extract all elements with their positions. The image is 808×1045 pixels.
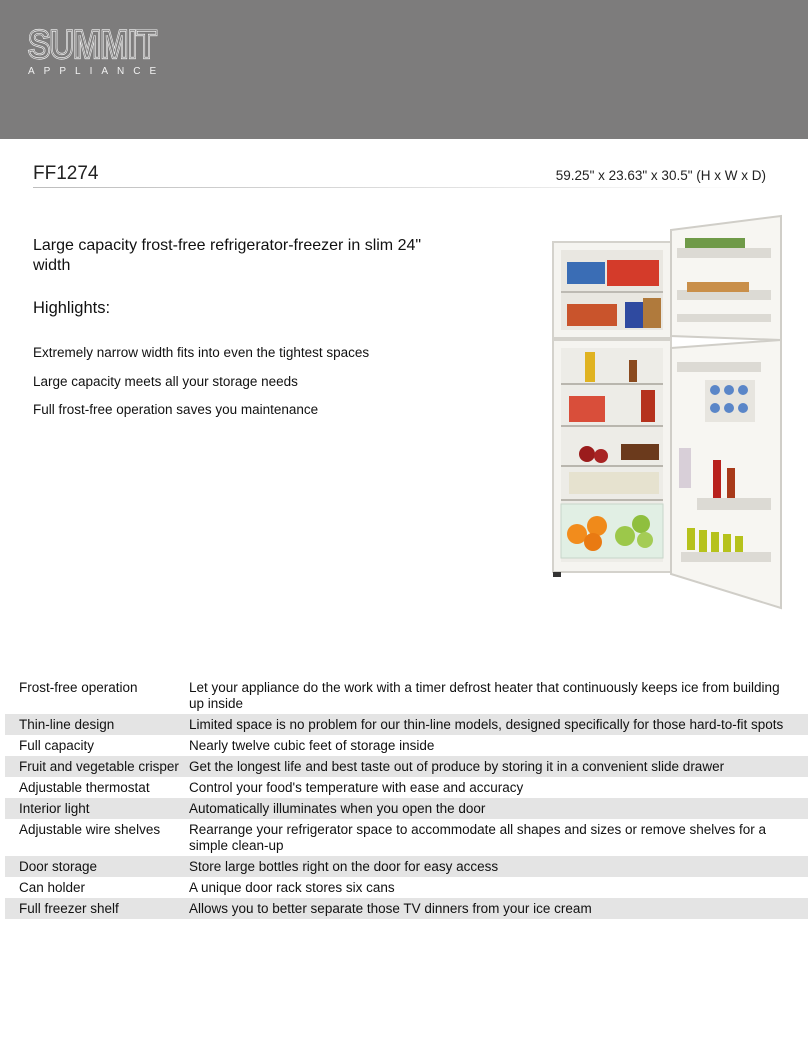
feature-row — [5, 819, 808, 856]
feature-description: Control your food's temperature with ease and accuracy — [189, 780, 524, 795]
features-table — [5, 677, 808, 919]
feature-row — [5, 735, 808, 756]
highlights-title: Highlights: — [33, 299, 111, 317]
feature-row — [5, 877, 808, 898]
dimensions: 59.25" x 23.63" x 30.5" (H x W x D) — [555, 168, 766, 183]
feature-description: Rearrange your refrigerator space to accommodate all shapes and sizes or remove shelves for a simple clean-up — [189, 822, 767, 853]
model-number: FF1274 — [33, 163, 99, 184]
feature-row — [5, 856, 808, 877]
feature-name: Can holder — [19, 880, 86, 895]
feature-row — [5, 714, 808, 735]
feature-name: Door storage — [19, 859, 98, 874]
feature-description: Let your appliance do the work with a timer defrost heater that continuously keeps ice from building up inside — [189, 680, 780, 711]
brand-subtitle: APPLIANCE — [28, 66, 166, 77]
feature-row — [5, 898, 808, 919]
feature-name: Fruit and vegetable crisper — [19, 759, 179, 774]
feature-description: Nearly twelve cubic feet of storage inside — [189, 738, 435, 753]
feature-description: Automatically illuminates when you open the door — [189, 801, 486, 816]
feature-description: A unique door rack stores six cans — [189, 880, 395, 895]
feature-row — [5, 756, 808, 777]
feature-name: Adjustable wire shelves — [19, 822, 161, 837]
highlight-item: Full frost-free operation saves you maintenance — [33, 402, 319, 417]
svg-text:SUMMIT: SUMMIT — [28, 23, 157, 64]
header-band — [0, 0, 808, 139]
highlights-list — [33, 344, 369, 430]
svg-text:SUMMIT: SUMMIT — [28, 23, 157, 64]
brand-logo-wordmark — [26, 20, 158, 64]
feature-name: Interior light — [19, 801, 90, 816]
header-divider — [33, 187, 766, 188]
feature-name: Adjustable thermostat — [19, 780, 150, 795]
feature-row — [5, 777, 808, 798]
product-image — [545, 212, 785, 612]
feature-description: Store large bottles right on the door for easy access — [189, 859, 499, 874]
feature-name: Thin-line design — [19, 717, 115, 732]
feature-name: Full capacity — [19, 738, 95, 753]
product-headline: Large capacity frost-free refrigerator-freezer in slim 24" width — [33, 237, 422, 274]
feature-description: Get the longest life and best taste out of produce by storing it in a convenient slide drawer — [189, 759, 725, 774]
feature-description: Limited space is no problem for our thin-line models, designed specifically for those hard-to-fit spots — [189, 717, 784, 732]
feature-row — [5, 677, 808, 714]
feature-description: Allows you to better separate those TV dinners from your ice cream — [189, 901, 592, 916]
feature-name: Full freezer shelf — [19, 901, 119, 916]
feature-row — [5, 798, 808, 819]
brand-logo — [26, 20, 166, 80]
highlight-item: Large capacity meets all your storage needs — [33, 373, 298, 389]
highlight-item: Extremely narrow width fits into even the tightest spaces — [33, 345, 370, 360]
feature-name: Frost-free operation — [19, 680, 138, 695]
